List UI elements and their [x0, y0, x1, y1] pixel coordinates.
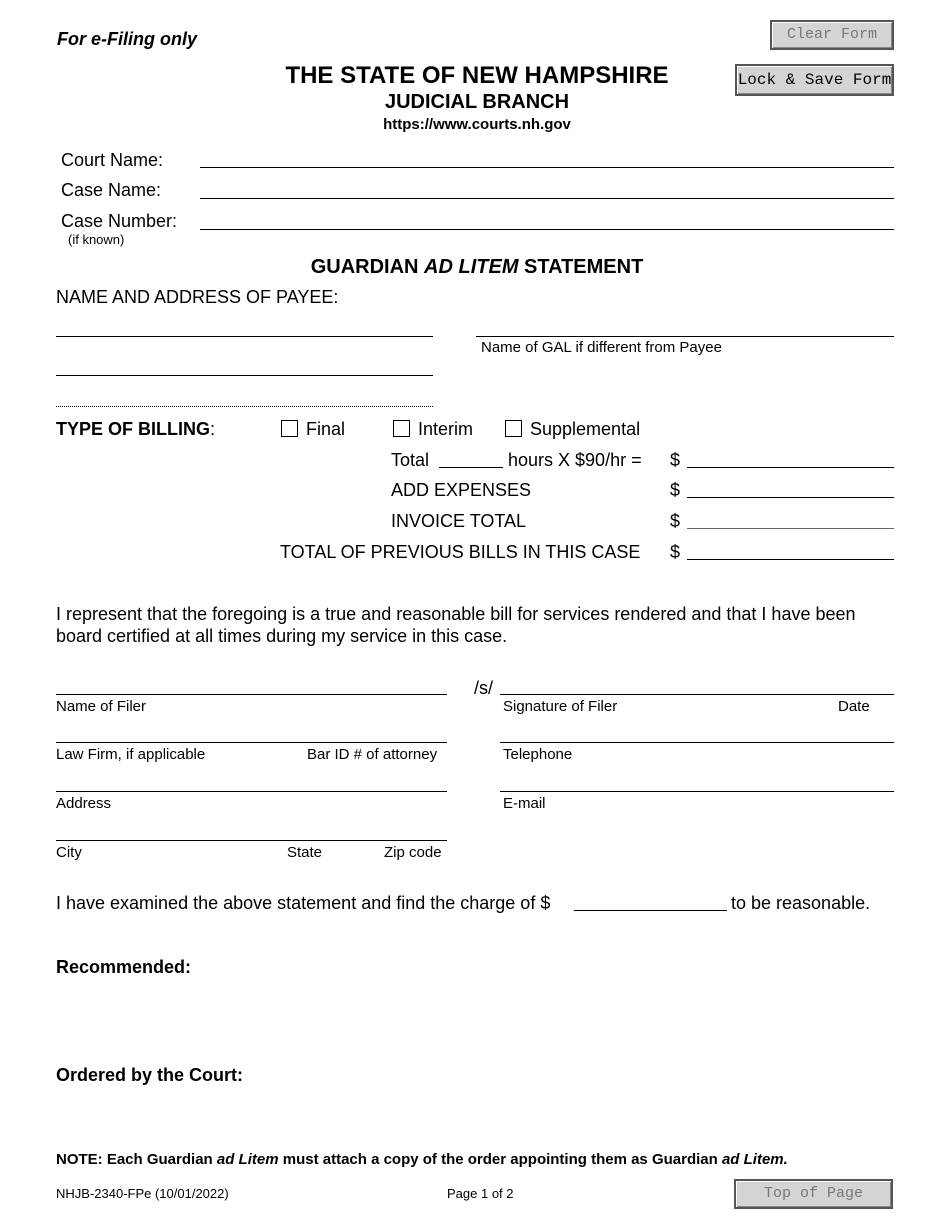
- date-caption: Date: [838, 698, 870, 715]
- if-known-note: (if known): [68, 232, 125, 247]
- expenses-amount-field[interactable]: [687, 497, 894, 498]
- certification-text: I represent that the foregoing is a true and reasonable bill for services rendered and that I have been board certified at all times during my service in this case.: [56, 604, 856, 646]
- city-caption: City: [56, 844, 82, 861]
- court-url[interactable]: https://www.courts.nh.gov: [383, 116, 571, 133]
- payee-line-3[interactable]: [56, 406, 433, 407]
- invoice-total-field[interactable]: [687, 528, 894, 529]
- examination-text-post: to be reasonable.: [731, 893, 871, 913]
- address-caption: Address: [56, 795, 112, 812]
- hours-currency: $: [670, 450, 681, 470]
- form-title-pre: GUARDIAN: [310, 256, 419, 278]
- case-number-label: Case Number:: [61, 211, 178, 231]
- hours-rate-label: hours X $90/hr =: [508, 450, 642, 470]
- charge-amount-field[interactable]: [574, 910, 727, 911]
- interim-checkbox[interactable]: [393, 420, 410, 437]
- note-italic-2: ad Litem.: [721, 1151, 788, 1168]
- signature-prefix: /s/: [474, 678, 494, 698]
- form-title-post: STATEMENT: [524, 256, 644, 278]
- branch-title: JUDICIAL BRANCH: [384, 91, 570, 113]
- case-name-field[interactable]: [200, 198, 894, 199]
- payee-line-2[interactable]: [56, 375, 433, 376]
- case-number-field[interactable]: [200, 229, 894, 230]
- law-firm-field[interactable]: [56, 742, 447, 743]
- hours-field[interactable]: [439, 467, 503, 468]
- form-id: NHJB-2340-FPe (10/01/2022): [56, 1186, 229, 1201]
- invoice-currency: $: [670, 511, 681, 531]
- billing-type-text: TYPE OF BILLING: [56, 419, 211, 439]
- previous-currency: $: [670, 542, 681, 562]
- gal-caption: Name of GAL if different from Payee: [481, 339, 722, 356]
- payee-line-1[interactable]: [56, 336, 433, 337]
- signature-field[interactable]: [500, 694, 894, 695]
- telephone-field[interactable]: [500, 742, 894, 743]
- note-text: [56, 1151, 788, 1168]
- case-name-label: Case Name:: [61, 180, 162, 200]
- state-title: THE STATE OF NEW HAMPSHIRE: [285, 62, 669, 89]
- previous-bills-label: TOTAL OF PREVIOUS BILLS IN THIS CASE: [280, 542, 641, 562]
- final-checkbox[interactable]: [281, 420, 298, 437]
- add-expenses-label: ADD EXPENSES: [391, 480, 532, 500]
- expenses-currency: $: [670, 480, 681, 500]
- bar-id-caption: Bar ID # of attorney: [307, 746, 438, 763]
- interim-option-label: Interim: [418, 419, 474, 439]
- invoice-total-label: INVOICE TOTAL: [391, 511, 527, 531]
- zip-caption: Zip code: [384, 844, 442, 861]
- payee-label: NAME AND ADDRESS OF PAYEE:: [56, 287, 339, 307]
- note-part-2: must attach a copy of the order appointing them as Guardian: [278, 1151, 722, 1168]
- address-field[interactable]: [56, 791, 447, 792]
- clear-form-button[interactable]: Clear Form: [770, 20, 894, 50]
- top-of-page-button[interactable]: Top of Page: [734, 1179, 893, 1209]
- lock-save-form-button[interactable]: Lock & Save Form: [735, 64, 894, 96]
- supplemental-checkbox[interactable]: [505, 420, 522, 437]
- email-caption: E-mail: [503, 795, 546, 812]
- form-title-italic: AD LITEM: [424, 256, 519, 278]
- page-number: Page 1 of 2: [447, 1186, 514, 1201]
- state-caption: State: [287, 844, 323, 861]
- previous-bills-field[interactable]: [687, 559, 894, 560]
- form-title: [0, 256, 950, 279]
- total-label: Total: [391, 450, 430, 470]
- law-firm-caption: Law Firm, if applicable: [56, 746, 206, 763]
- supplemental-option-label: Supplemental: [530, 419, 641, 439]
- note-part-1: NOTE: Each Guardian: [56, 1151, 217, 1168]
- efiling-note: For e-Filing only: [57, 29, 197, 49]
- hours-amount-field[interactable]: [687, 467, 894, 468]
- filer-name-field[interactable]: [56, 694, 447, 695]
- court-name-field[interactable]: [200, 167, 894, 168]
- gal-name-field[interactable]: [476, 336, 894, 337]
- ordered-label: Ordered by the Court:: [56, 1065, 244, 1085]
- examination-text-pre: I have examined the above statement and find the charge of $: [56, 893, 551, 913]
- filer-name-caption: Name of Filer: [56, 698, 147, 715]
- telephone-caption: Telephone: [503, 746, 573, 763]
- final-option-label: Final: [306, 419, 346, 439]
- email-field[interactable]: [500, 791, 894, 792]
- city-state-zip-field[interactable]: [56, 840, 447, 841]
- signature-caption: Signature of Filer: [503, 698, 618, 715]
- note-italic-1: ad Litem: [216, 1151, 279, 1168]
- billing-type-colon: :: [210, 419, 216, 439]
- billing-type-label: [56, 419, 215, 440]
- court-name-label: Court Name:: [61, 150, 164, 170]
- recommended-label: Recommended:: [56, 957, 192, 977]
